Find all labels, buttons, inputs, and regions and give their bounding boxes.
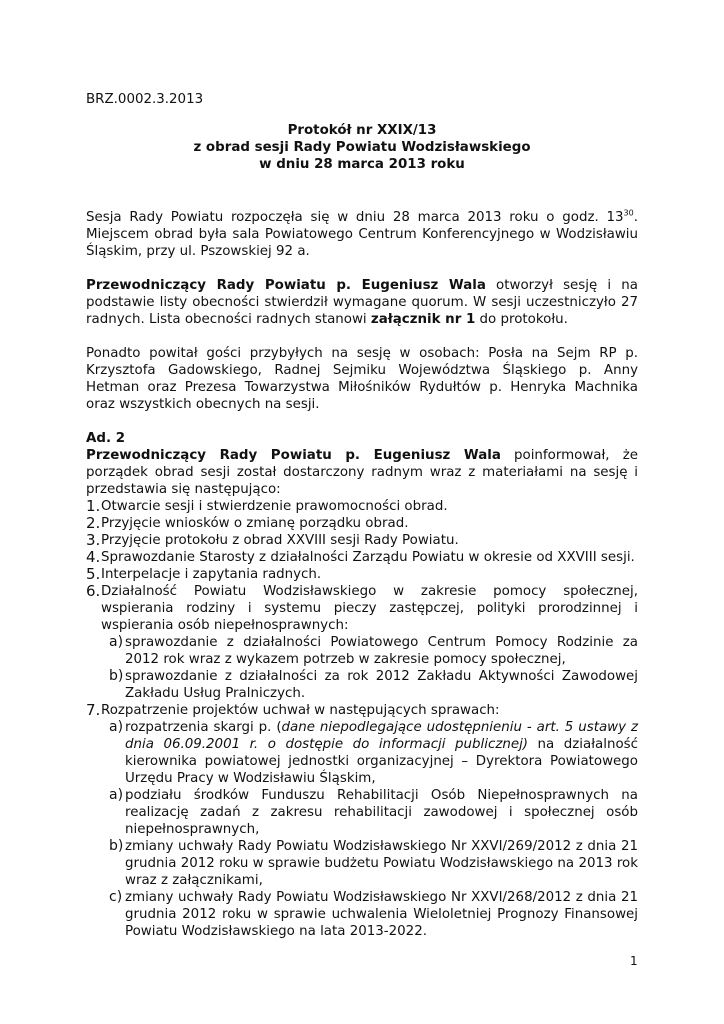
agenda-list <box>86 498 638 940</box>
document-title <box>86 122 638 173</box>
subitem-text: sprawozdanie z działalności za rok 2012 Zakładu Aktywności Zawodowej Zakładu Usług Pralniczych. <box>125 669 638 701</box>
agenda-item-text: Rozpatrzenie projektów uchwał w następujących sprawach: <box>101 703 500 718</box>
agenda-item-number: 4. <box>86 548 101 566</box>
agenda-item-number: 2. <box>86 514 101 532</box>
subitem-text-pre: rozpatrzenia skargi p. ( <box>125 720 282 735</box>
p4-text: poinformował, że porządek obrad sesji został dostarczony radnym wraz z materiałami na sesję i przedstawia się następująco: <box>86 448 638 497</box>
subitem-text: podziału środków Funduszu Rehabilitacji Osób Niepełnosprawnych na realizację zadań z zakresu rehabilitacji zawodowej i społecznej osób niepełnosprawnych, <box>125 788 638 837</box>
agenda-item <box>86 566 638 583</box>
agenda-item-number: 3. <box>86 531 101 549</box>
paragraph-agenda-intro <box>86 447 638 498</box>
agenda-subitem <box>101 787 638 838</box>
p1-time-sup: 30 <box>623 208 634 218</box>
subitem-letter: a) <box>109 634 124 650</box>
title-line-1: Protokół nr XXIX/13 <box>287 123 437 138</box>
p1-text-b: . Miejscem obrad była sala Powiatowego Centrum Konferencyjnego w Wodzisławiu Śląskim, przy ul. Pszowskiej 92 a. <box>86 210 638 259</box>
agenda-subitem <box>101 889 638 940</box>
paragraph-opening <box>86 277 638 328</box>
agenda-subitem <box>101 719 638 787</box>
agenda-item-number: 7. <box>86 701 101 719</box>
subitem-letter: a) <box>109 787 124 803</box>
agenda-item-text: Sprawozdanie Starosty z działalności Zarządu Powiatu w okresie od XXVIII sesji. <box>101 550 635 565</box>
p2-chair-name: Przewodniczący Rady Powiatu p. Eugeniusz Wala <box>86 278 486 293</box>
title-line-3: w dniu 28 marca 2013 roku <box>259 157 465 172</box>
subitem-redacted-note: dane niepodlegające udostępnieniu - art. 5 ustawy z dnia 06.09.2001 r. o dostępie do informacji publicznej) <box>125 720 639 752</box>
p2-text-b: do protokołu. <box>475 312 568 327</box>
agenda-item-number: 5. <box>86 565 101 583</box>
document-body <box>86 91 638 940</box>
section-heading-ad2: Ad. 2 <box>86 431 126 446</box>
document-reference: BRZ.0002.3.2013 <box>86 92 204 107</box>
p2-text-a: otworzył sesję i na podstawie listy obecności stwierdził wymagane quorum. W sesji uczestniczyło 27 radnych. Lista obecności radnych stanowi <box>86 278 638 327</box>
subitem-letter: b) <box>109 668 124 684</box>
agenda-item-text: Działalność Powiatu Wodzisławskiego w zakresie pomocy społecznej, wspierania rodziny i systemu pieczy zastępczej, polityki prorodzinnej i wspierania osób niepełnosprawnych: <box>101 584 638 633</box>
agenda-item-text: Przyjęcie wniosków o zmianę porządku obrad. <box>101 516 409 531</box>
agenda-item-text: Interpelacje i zapytania radnych. <box>101 567 322 582</box>
subitem-letter: b) <box>109 838 124 854</box>
agenda-item <box>86 702 638 940</box>
agenda-item <box>86 515 638 532</box>
subitem-text: zmiany uchwały Rady Powiatu Wodzisławskiego Nr XXVI/268/2012 z dnia 21 grudnia 2012 roku w sprawie uchwalenia Wieloletniej Prognozy Finansowej Powiatu Wodzisławskiego na lata 2013-2022. <box>125 890 638 939</box>
agenda-item <box>86 583 638 702</box>
p4-chair-name: Przewodniczący Rady Powiatu p. Eugeniusz Wala <box>86 448 501 463</box>
agenda-item-text: Przyjęcie protokołu z obrad XXVIII sesji Rady Powiatu. <box>101 533 459 548</box>
agenda-subitem <box>101 838 638 889</box>
p1-text-a: Sesja Rady Powiatu rozpoczęła się w dniu 28 marca 2013 roku o godz. 13 <box>86 210 624 225</box>
agenda-sublist-6 <box>101 634 638 702</box>
title-line-2: z obrad sesji Rady Powiatu Wodzisławskiego <box>193 140 531 155</box>
subitem-text: zmiany uchwały Rady Powiatu Wodzisławskiego Nr XXVI/269/2012 z dnia 21 grudnia 2012 roku w sprawie budżetu Powiatu Wodzisławskiego na 2013 rok wraz z załącznikami, <box>125 839 638 888</box>
agenda-subitem <box>101 634 638 668</box>
subitem-text-post: na działalność kierownika powiatowej jednostki organizacyjnej – Dyrektora Powiatowego Urzędu Pracy w Wodzisławiu Śląskim, <box>125 737 638 786</box>
agenda-item <box>86 549 638 566</box>
p2-attachment: załącznik nr 1 <box>370 312 476 327</box>
paragraph-session-start <box>86 209 638 260</box>
agenda-item <box>86 498 638 515</box>
agenda-item <box>86 532 638 549</box>
agenda-item-number: 6. <box>86 582 101 600</box>
agenda-item-text: Otwarcie sesji i stwierdzenie prawomocności obrad. <box>101 499 448 514</box>
agenda-subitem <box>101 668 638 702</box>
subitem-letter: a) <box>109 719 124 735</box>
agenda-sublist-7 <box>101 719 638 940</box>
page-number: 1 <box>630 954 638 968</box>
subitem-text: sprawozdanie z działalności Powiatowego Centrum Pomocy Rodzinie za 2012 rok wraz z wykazem potrzeb w zakresie pomocy społecznej, <box>125 635 638 667</box>
paragraph-guests: Ponadto powitał gości przybyłych na sesję w osobach: Posła na Sejm RP p. Krzysztofa Gadowskiego, Radnej Sejmiku Województwa Śląskiego p. Anny Hetman oraz Prezesa Towarzystwa Miłośników Rydułtów p. Henryka Machnika oraz wszystkich obecnych na sesji. <box>86 346 638 412</box>
subitem-letter: c) <box>109 889 123 905</box>
agenda-item-number: 1. <box>86 497 101 515</box>
